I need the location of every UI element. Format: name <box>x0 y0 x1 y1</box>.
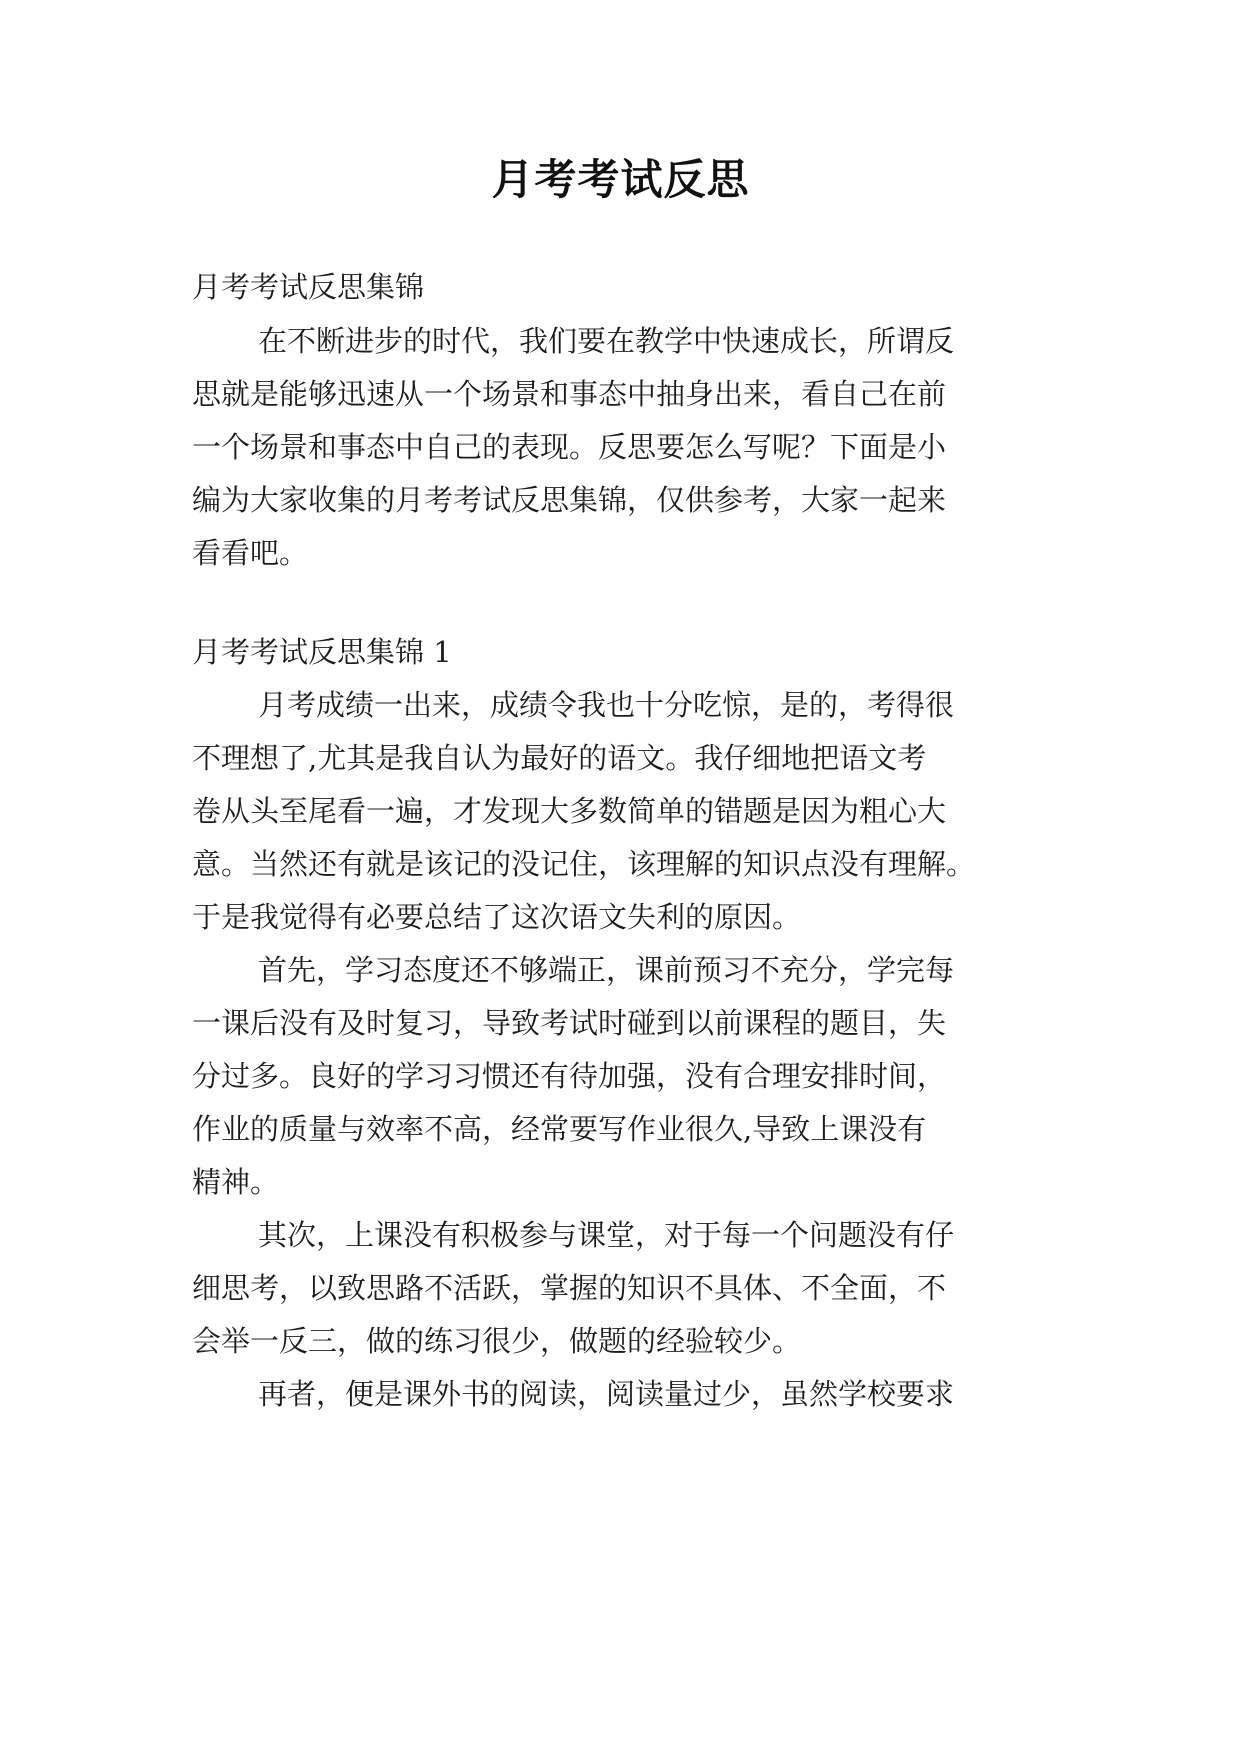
paragraph-line: 看看吧。 <box>192 536 309 570</box>
paragraph-line: 一课后没有及时复习，导致考试时碰到以前课程的题目，失 <box>192 1006 947 1040</box>
paragraph-line: 分过多。良好的学习习惯还有待加强，没有合理安排时间， <box>192 1059 947 1093</box>
paragraph-line: 不理想了,尤其是我自认为最好的语文。我仔细地把语文考 <box>192 741 927 775</box>
document-title: 月考考试反思 <box>491 155 750 204</box>
paragraph-line: 一个场景和事态中自己的表现。反思要怎么写呢？下面是小 <box>192 430 947 464</box>
paragraph-line: 作业的质量与效率不高，经常要写作业很久,导致上课没有 <box>192 1112 927 1146</box>
paragraph-line: 卷从头至尾看一遍，才发现大多数简单的错题是因为粗心大 <box>192 794 947 828</box>
paragraph-line: 首先，学习态度还不够端正，课前预习不充分，学完每 <box>258 953 955 987</box>
paragraph-line: 意。当然还有就是该记的没记住，该理解的知识点没有理解。 <box>192 847 976 881</box>
paragraph-line: 于是我觉得有必要总结了这次语文失利的原因。 <box>192 900 802 934</box>
paragraph-line: 会举一反三，做的练习很少，做题的经验较少。 <box>192 1324 802 1358</box>
paragraph-line: 在不断进步的时代，我们要在教学中快速成长，所谓反 <box>258 324 955 358</box>
section-heading: 月考考试反思集锦 <box>192 270 425 304</box>
paragraph-line: 月考成绩一出来，成绩令我也十分吃惊，是的，考得很 <box>258 688 955 722</box>
paragraph-line: 编为大家收集的月考考试反思集锦，仅供参考，大家一起来 <box>192 483 947 517</box>
paragraph-line: 其次，上课没有积极参与课堂，对于每一个问题没有仔 <box>258 1218 955 1252</box>
paragraph-line: 思就是能够迅速从一个场景和事态中抽身出来，看自己在前 <box>192 377 947 411</box>
paragraph-line: 细思考，以致思路不活跃，掌握的知识不具体、不全面，不 <box>192 1271 947 1305</box>
section-heading: 月考考试反思集锦 1 <box>192 635 452 669</box>
paragraph-line: 再者，便是课外书的阅读，阅读量过少，虽然学校要求 <box>258 1377 955 1411</box>
paragraph-line: 精神。 <box>192 1165 280 1199</box>
